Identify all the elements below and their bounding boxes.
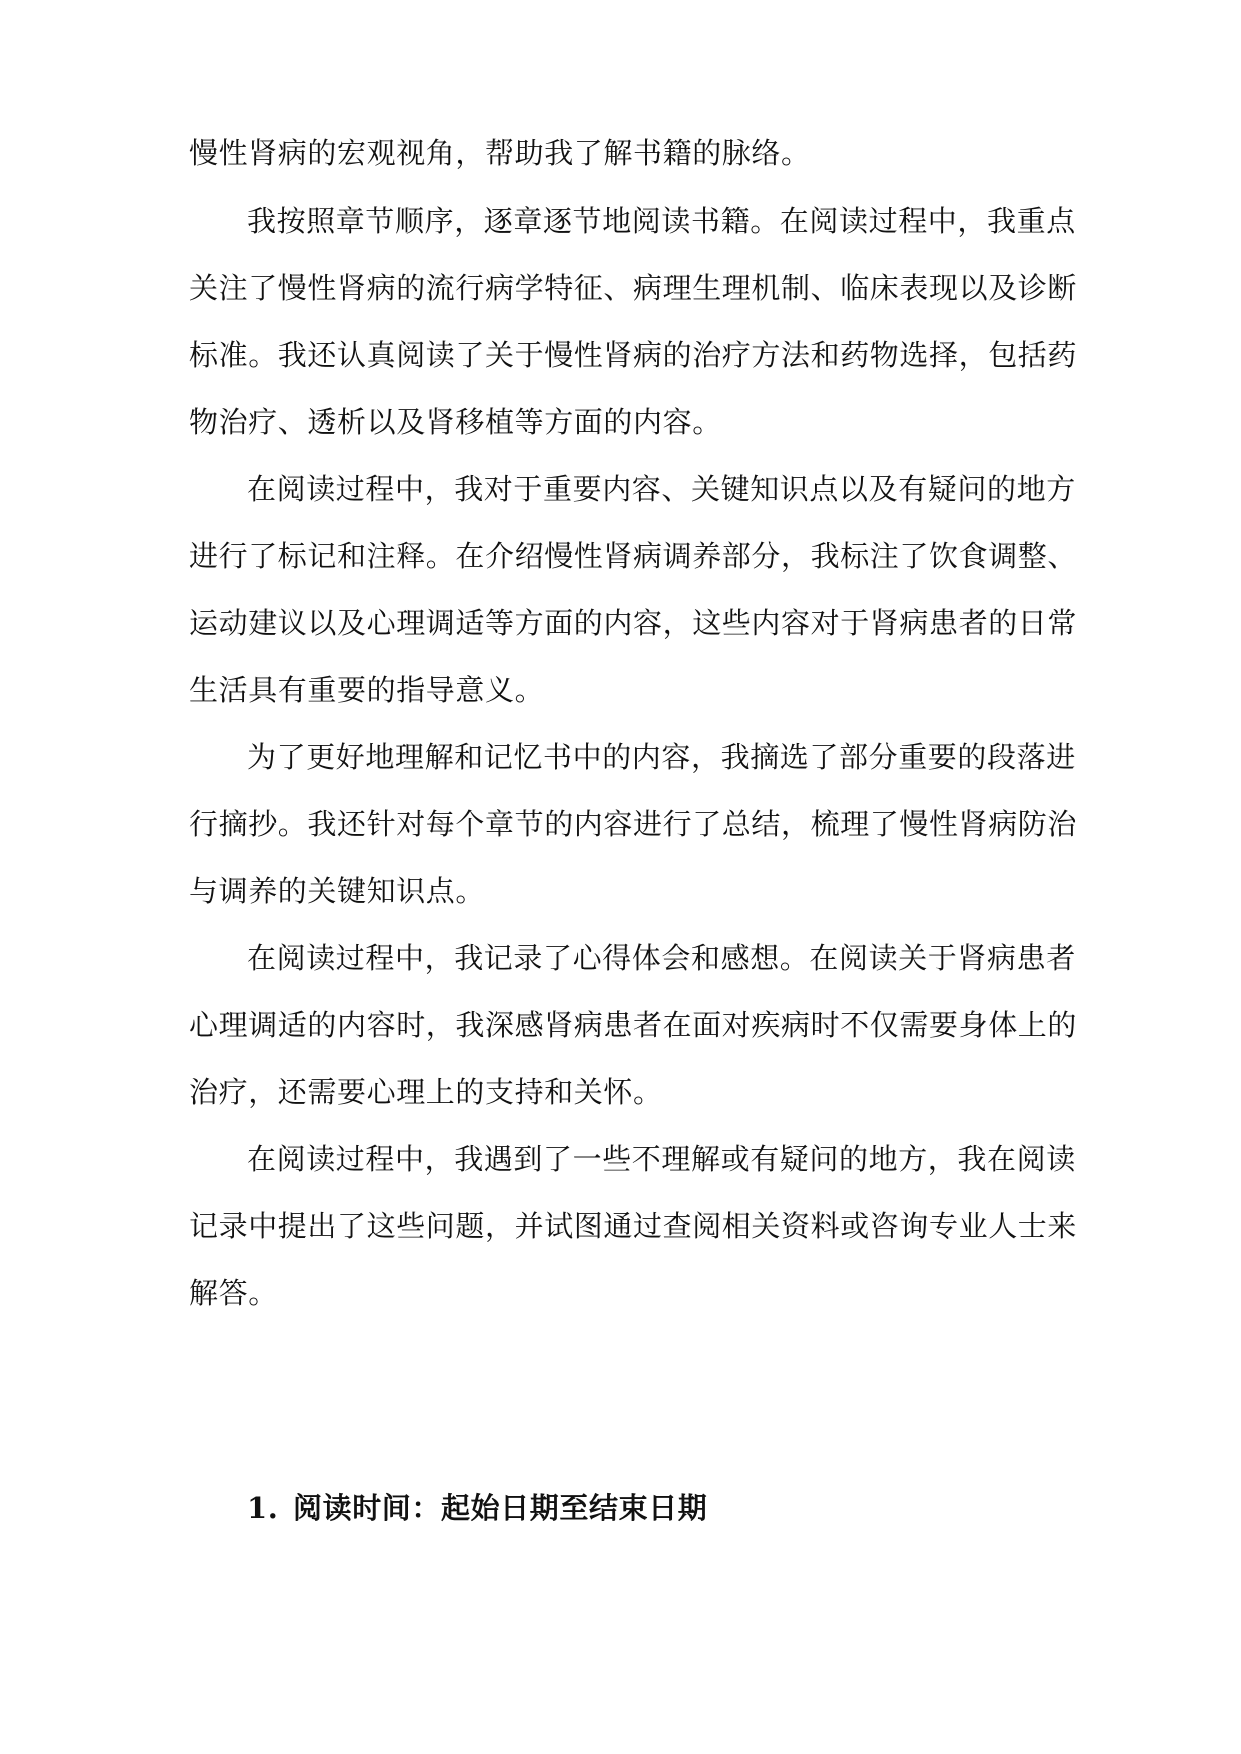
paragraph-line: 进行了标记和注释。在介绍慢性肾病调养部分，我标注了饮食调整、 [189,539,1078,573]
paragraph-line: 治疗，还需要心理上的支持和关怀。 [189,1075,663,1109]
paragraph-line: 物治疗、透析以及肾移植等方面的内容。 [189,405,722,439]
paragraph-line: 解答。 [189,1276,278,1310]
paragraph-line: 记录中提出了这些问题，并试图通过查阅相关资料或咨询专业人士来 [189,1209,1078,1243]
section-number: 1. [247,1491,279,1525]
paragraph-line: 行摘抄。我还针对每个章节的内容进行了总结，梳理了慢性肾病防治 [189,807,1078,841]
paragraph-line: 生活具有重要的指导意义。 [189,673,545,707]
paragraph-line: 为了更好地理解和记忆书中的内容，我摘选了部分重要的段落进 [247,740,1076,774]
section-title: 阅读时间：起始日期至结束日期 [293,1491,708,1525]
paragraph-line: 在阅读过程中，我对于重要内容、关键知识点以及有疑问的地方 [247,472,1076,506]
paragraph-line: 心理调适的内容时，我深感肾病患者在面对疾病时不仅需要身体上的 [189,1008,1078,1042]
paragraph-line: 运动建议以及心理调适等方面的内容，这些内容对于肾病患者的日常 [189,606,1078,640]
paragraph-line: 慢性肾病的宏观视角，帮助我了解书籍的脉络。 [189,136,811,170]
paragraph-line: 我按照章节顺序，逐章逐节地阅读书籍。在阅读过程中，我重点 [247,204,1076,238]
paragraph-line: 与调养的关键知识点。 [189,874,486,908]
paragraph-line: 在阅读过程中，我遇到了一些不理解或有疑问的地方，我在阅读 [247,1142,1076,1176]
paragraph-line: 关注了慢性肾病的流行病学特征、病理生理机制、临床表现以及诊断 [189,271,1078,305]
paragraph-line: 标准。我还认真阅读了关于慢性肾病的治疗方法和药物选择，包括药 [189,338,1078,372]
section-heading [247,1480,707,1536]
paragraph-line: 在阅读过程中，我记录了心得体会和感想。在阅读关于肾病患者 [247,941,1076,975]
